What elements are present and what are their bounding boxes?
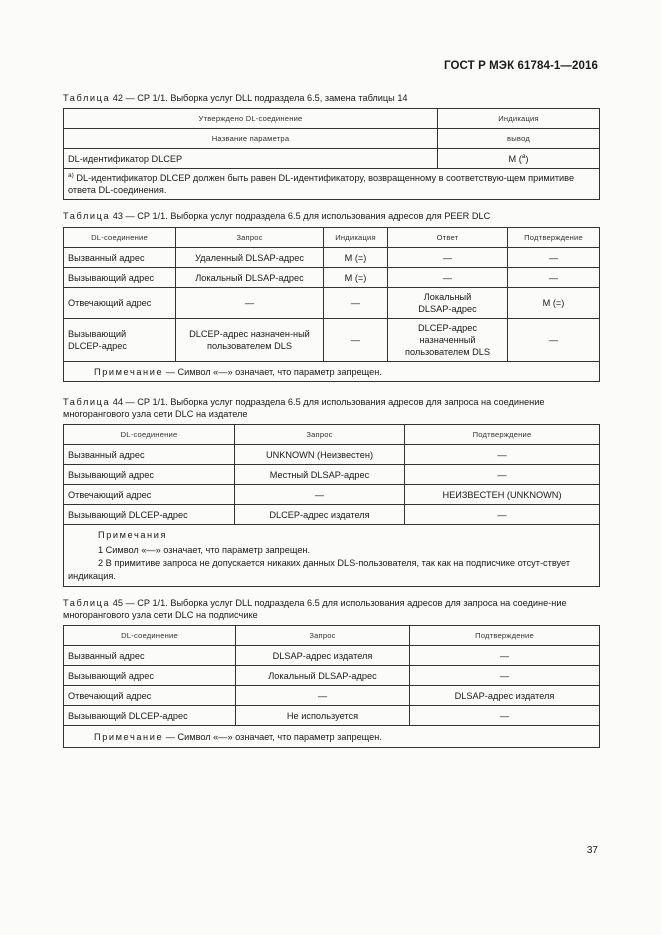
table-cell: — (508, 248, 600, 268)
table-cell: Локальный DLSAP-адрес (388, 288, 508, 319)
table-cell: Локальный DLSAP-адрес (236, 666, 410, 686)
table-cell (438, 149, 600, 169)
table-cell: Вызывающий DLCEP-адрес (64, 706, 236, 726)
header-cell: Подтверждение (410, 626, 600, 646)
table-42-footnote (64, 169, 600, 200)
caption-text: 42 — CP 1/1. Выборка услуг DLL подраздела 6.5, замена таблицы 14 (110, 93, 408, 103)
table-cell: — (388, 248, 508, 268)
table-45-note (64, 726, 600, 748)
table-cell: M (=) (324, 268, 388, 288)
header-cell: Подтверждение (508, 228, 600, 248)
table-cell: DLSAP-адрес издателя (410, 686, 600, 706)
table-cell: — (508, 319, 600, 362)
table-cell: — (324, 288, 388, 319)
document-code: ГОСТ Р МЭК 61784-1—2016 (444, 60, 598, 72)
table-cell: DL-идентификатор DLCEP (64, 149, 438, 169)
table-cell: — (405, 445, 600, 465)
table-cell: Не используется (236, 706, 410, 726)
header-cell: вывод (438, 129, 600, 149)
table-cell: Локальный DLSAP-адрес (176, 268, 324, 288)
note-label: Примечание (94, 731, 164, 742)
table-cell: DLSAP-адрес издателя (236, 646, 410, 666)
table-row (64, 505, 600, 525)
header-cell: Утверждено DL-соединение (64, 109, 438, 129)
table-cell: — (410, 666, 600, 686)
table-cell: M (=) (508, 288, 600, 319)
table-cell: НЕИЗВЕСТЕН (UNKNOWN) (405, 485, 600, 505)
value-sup: a (521, 152, 526, 160)
caption-text: 44 — CP 1/1. Выборка услуг подраздела 6.5 для использования адресов для запроса на соединение многорангового узла сети DLC на издателе (63, 397, 545, 419)
table-42-caption (63, 92, 601, 104)
note-text: — Символ «—» означает, что параметр запрещен. (163, 731, 382, 742)
note-text: — Символ «—» означает, что параметр запрещен. (163, 366, 382, 377)
table-43-caption (63, 210, 601, 222)
table-cell: M (=) (324, 248, 388, 268)
table-cell: — (410, 706, 600, 726)
caption-text: 43 — CP 1/1. Выборка услуг подраздела 6.5 для использования адресов для PEER DLC (110, 211, 491, 221)
table-cell: — (324, 319, 388, 362)
table-cell: DLCEP-адрес назначенный пользователем DLS (388, 319, 508, 362)
table-row (64, 248, 600, 268)
table-row (64, 666, 600, 686)
table-row (64, 268, 600, 288)
value-text: M ( (508, 153, 522, 164)
table-45-caption (63, 597, 601, 621)
note-label: Примечание (94, 366, 164, 377)
table-43 (63, 227, 600, 382)
table-cell: Местный DLSAP-адрес (235, 465, 405, 485)
value-end: ) (525, 153, 529, 164)
page-number: 37 (586, 845, 598, 856)
table-cell: Удаленный DLSAP-адрес (176, 248, 324, 268)
header-cell: Индикация (324, 228, 388, 248)
table-cell: Отвечающий адрес (64, 485, 235, 505)
table-cell: — (388, 268, 508, 288)
header-cell: Подтверждение (405, 425, 600, 445)
table-row (64, 646, 600, 666)
table-cell: Вызванный адрес (64, 445, 235, 465)
table-cell: — (410, 646, 600, 666)
table-44-caption (63, 396, 601, 420)
caption-label: Таблица (63, 211, 111, 221)
header-cell: Индикация (438, 109, 600, 129)
table-44 (63, 424, 600, 587)
table-43-note (64, 362, 600, 382)
table-row (64, 445, 600, 465)
table-cell: — (236, 686, 410, 706)
header-cell: Запрос (236, 626, 410, 646)
caption-label: Таблица (63, 598, 111, 608)
table-44-notes (64, 525, 600, 587)
table-cell: Вызванный адрес (64, 248, 176, 268)
table-cell: — (508, 268, 600, 288)
table-cell: DLCEP-адрес назначен-ный пользователем DLS (176, 319, 324, 362)
table-cell: DLCEP-адрес издателя (235, 505, 405, 525)
note-1: 1 Символ «—» означает, что параметр запрещен. (98, 544, 311, 555)
table-row (64, 485, 600, 505)
footnote-text: DL-идентификатор DLCEP должен быть равен DL-идентификатору, возвращенному в соответствую-щем примитиве ответа DL-соединения. (68, 173, 575, 195)
header-cell: Ответ (388, 228, 508, 248)
header-cell: DL-соединение (64, 425, 235, 445)
header-cell: Запрос (176, 228, 324, 248)
table-row (64, 319, 600, 362)
caption-label: Таблица (63, 93, 111, 103)
table-cell: Вызывающий DLCEP-адрес (64, 319, 176, 362)
table-cell: Вызывающий адрес (64, 666, 236, 686)
table-cell: Вызывающий адрес (64, 268, 176, 288)
table-row (64, 706, 600, 726)
footnote-mark: a) (68, 171, 74, 179)
header-cell: DL-соединение (64, 626, 236, 646)
table-cell: Отвечающий адрес (64, 686, 236, 706)
table-row (64, 465, 600, 485)
notes-label: Примечания (98, 530, 168, 540)
table-cell: Вызванный адрес (64, 646, 236, 666)
table-cell: UNKNOWN (Неизвестен) (235, 445, 405, 465)
table-row (64, 686, 600, 706)
caption-label: Таблица (63, 397, 111, 407)
table-cell: Вызывающий DLCEP-адрес (64, 505, 235, 525)
table-row (64, 288, 600, 319)
caption-text: 45 — CP 1/1. Выборка услуг DLL подраздела 6.5 для использования адресов для запроса на соедине-ние многорангового узла сети DLC на подписчике (63, 598, 567, 620)
header-cell: Запрос (235, 425, 405, 445)
header-cell: DL-соединение (64, 228, 176, 248)
table-45 (63, 625, 600, 748)
table-cell: Вызывающий адрес (64, 465, 235, 485)
table-42 (63, 108, 600, 200)
table-cell: — (176, 288, 324, 319)
header-cell: Название параметра (64, 129, 438, 149)
table-cell: — (405, 465, 600, 485)
table-cell: Отвечающий адрес (64, 288, 176, 319)
table-cell: — (235, 485, 405, 505)
note-2: 2 В примитиве запроса не допускается никаких данных DLS-пользователя, так как на подписчике отсут-ствует индикация. (68, 558, 571, 581)
table-cell: — (405, 505, 600, 525)
